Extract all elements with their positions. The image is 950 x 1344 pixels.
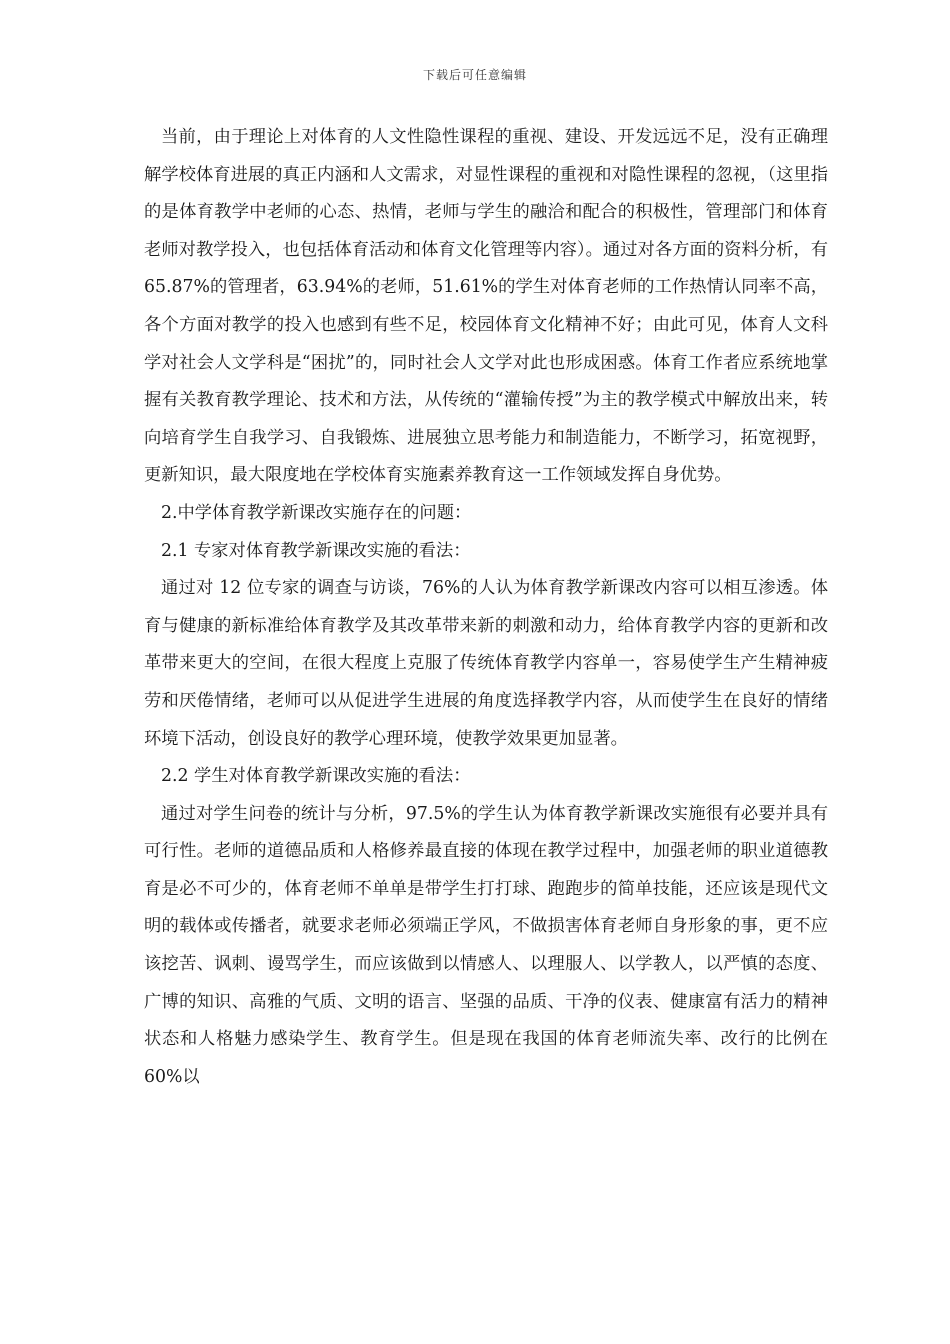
subsection-heading-2-2: 2.2 学生对体育教学新课改实施的看法：: [161, 766, 471, 787]
paragraph-experts: 通过对 12 位专家的调查与访谈，76%的人认为体育教学新课改内容可以相互渗透。体育与健康的新标准给体育教学及其改革带来新的刺激和动力，给体育教学内容的更新和改革带来更大的空间，在很大程度上克服了传统体育教学内容单一，容易使学生产生精神疲劳和厌倦情绪，老师可以从促进学生进展的角度选择教学内容，从而使学生在良好的情绪环境下活动，创设良好的教学心理环境，使教学效果更加显著。: [144, 578, 828, 749]
subsection-heading-2-1: 2.1 专家对体育教学新课改实施的看法：: [161, 540, 471, 561]
document-body: [144, 119, 828, 1096]
section-heading-2: 2.中学体育教学新课改实施存在的问题：: [161, 502, 472, 523]
paragraph-intro: 当前，由于理论上对体育的人文性隐性课程的重视、建设、开发远远不足，没有正确理解学校体育进展的真正内涵和人文需求，对显性课程的重视和对隐性课程的忽视，（这里指的是体育教学中老师的心态、热情，老师与学生的融洽和配合的积极性，管理部门和体育老师对教学投入，也包括体育活动和体育文化管理等内容）。通过对各方面的资料分析，有 65.87%的管理者，63.94%的老师，51.61%的学生对体育老师的工作热情认同率不高，各个方面对教学的投入也感到有些不足，校园体育文化精神不好；由此可见，体育人文科学对社会人文学科是“困扰”的，同时社会人文学对此也形成困惑。体育工作者应系统地掌握有关教育教学理论、技术和方法，从传统的“灌输传授”为主的教学模式中解放出来，转向培育学生自我学习、自我锻炼、进展独立思考能力和制造能力，不断学习，拓宽视野，更新知识，最大限度地在学校体育实施素养教育这一工作领域发挥自身优势。: [144, 127, 828, 486]
paragraph-students: 通过对学生问卷的统计与分析，97.5%的学生认为体育教学新课改实施很有必要并具有可行性。老师的道德品质和人格修养最直接的体现在教学过程中，加强老师的职业道德教育是必不可少的，体育老师不单单是带学生打打球、跑跑步的简单技能，还应该是现代文明的载体或传播者，就要求老师必须端正学风，不做损害体育老师自身形象的事，更不应该挖苦、讽刺、谩骂学生，而应该做到以情感人、以理服人、以学教人，以严慎的态度、广博的知识、高雅的气质、文明的语言、坚强的品质、干净的仪表、健康富有活力的精神状态和人格魅力感染学生、教育学生。但是现在我国的体育老师流失率、改行的比例在 60%以: [144, 803, 828, 1087]
page-header: 下载后可任意编辑: [422, 68, 527, 82]
